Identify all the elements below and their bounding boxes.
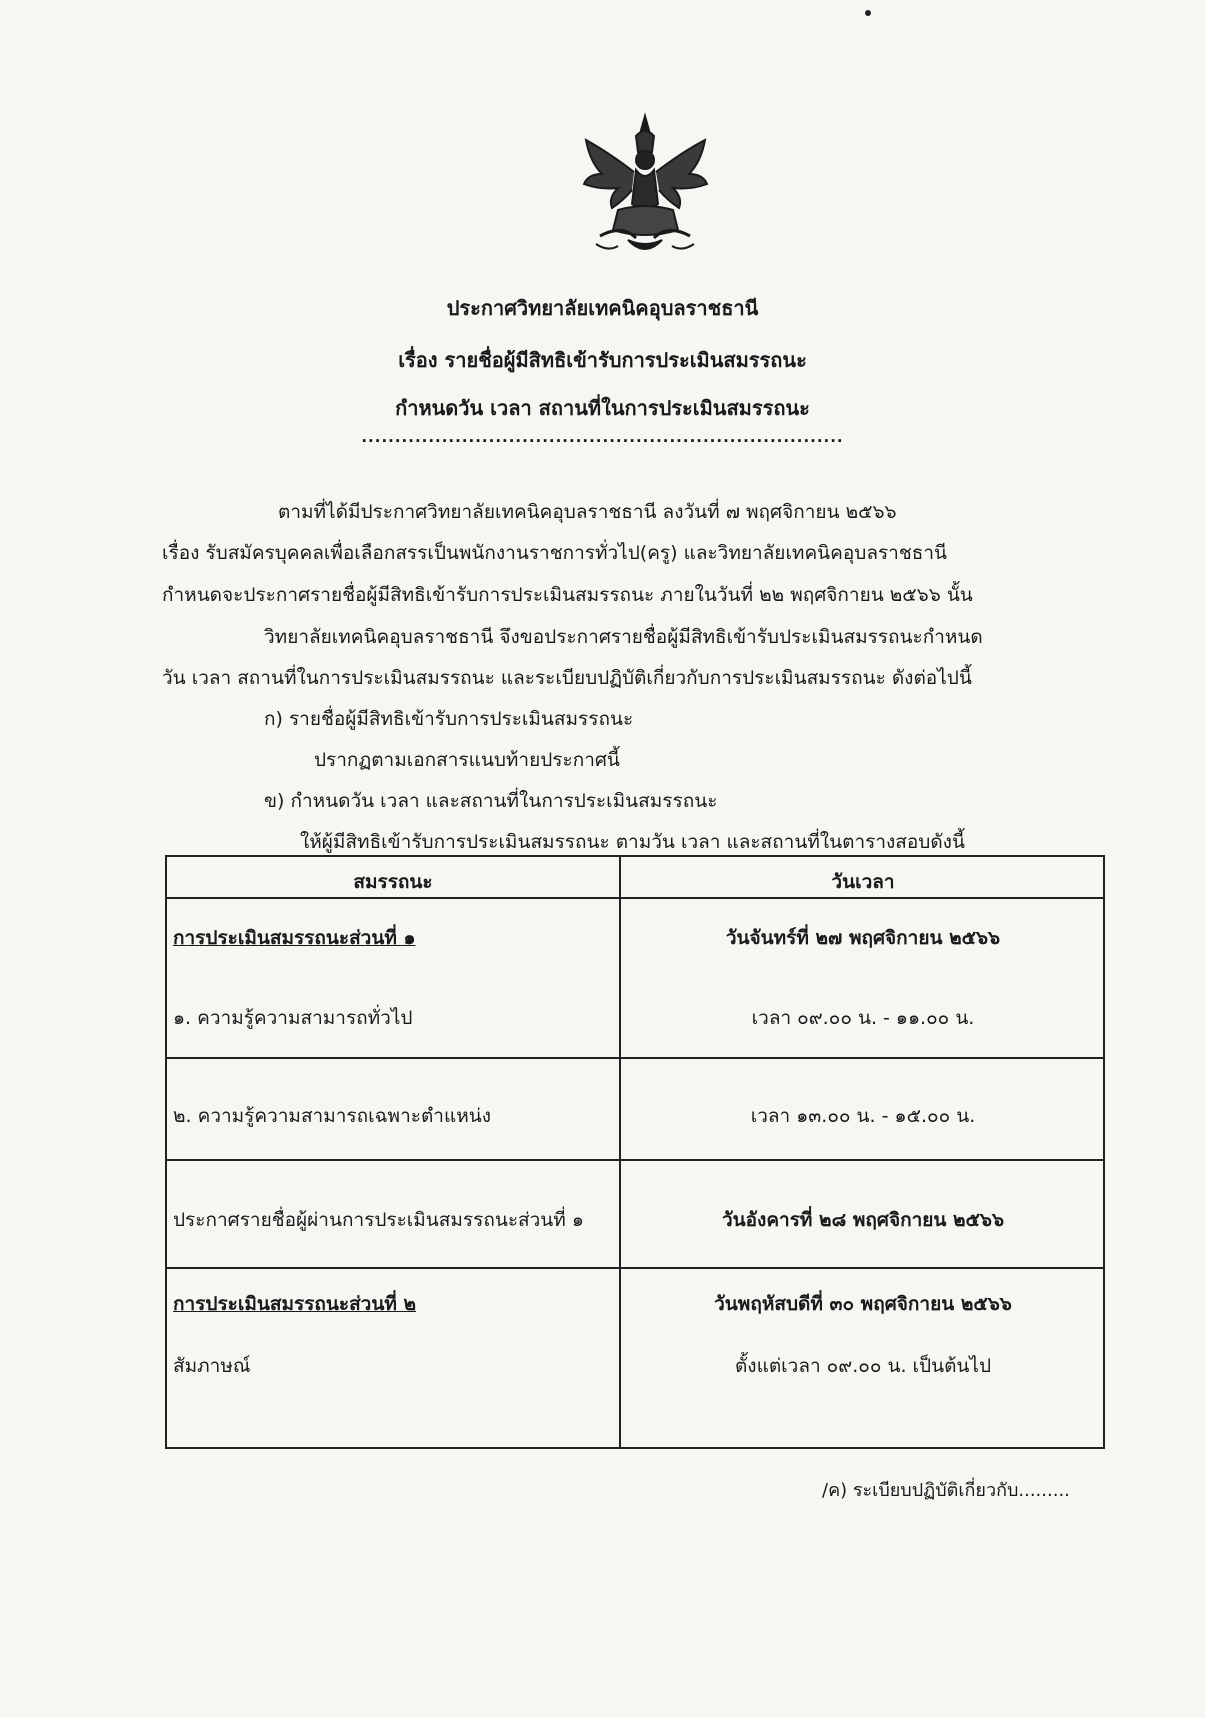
table-header-datetime: วันเวลา [831,871,895,893]
part-2-time: ตั้งแต่เวลา ๐๙.๐๐ น. เป็นต้นไป [734,1355,992,1377]
announce-date: วันอังคารที่ ๒๘ พฤศจิกายน ๒๕๖๖ [721,1209,1005,1231]
item-b: ข) กำหนดวัน เวลา และสถานที่ในการประเมินสมรรถนะ [264,790,718,812]
page-title: ประกาศวิทยาลัยเทคนิคอุบลราชธานี [446,296,759,320]
paragraph-1-line-3: กำหนดจะประกาศรายชื่อผู้มีสิทธิเข้ารับการประเมินสมรรถนะ ภายในวันที่ ๒๒ พฤศจิกายน ๒๕๖๖ นั้น [162,584,973,606]
paragraph-2-line-1: วิทยาลัยเทคนิคอุบลราชธานี จึงขอประกาศรายชื่อผู้มีสิทธิเข้ารับประเมินสมรรถนะกำหนด [264,626,983,648]
table-rule [167,1159,1103,1161]
table-rule [167,1057,1103,1059]
item-b-detail: ให้ผู้มีสิทธิเข้ารับการประเมินสมรรถนะ ตามวัน เวลา และสถานที่ในตารางสอบดังนี้ [300,831,965,853]
scan-speck [865,10,871,16]
part-1-date: วันจันทร์ที่ ๒๗ พฤศจิกายน ๒๕๖๖ [725,927,1001,949]
subject-line: เรื่อง รายชื่อผู้มีสิทธิเข้ารับการประเมินสมรรถนะ [398,348,807,372]
dotted-rule: ........................................................................ [361,428,844,446]
schedule-table [165,855,1105,1449]
garuda-emblem-icon [578,112,713,262]
part-1-item-2-time: เวลา ๑๓.๐๐ น. - ๑๕.๐๐ น. [750,1105,976,1127]
part-2-title: การประเมินสมรรถนะส่วนที่ ๒ [173,1293,417,1315]
part-1-item-2: ๒. ความรู้ความสามารถเฉพาะตำแหน่ง [173,1105,491,1127]
paragraph-1-line-1: ตามที่ได้มีประกาศวิทยาลัยเทคนิคอุบลราชธานี ลงวันที่ ๗ พฤศจิกายน ๒๕๖๖ [278,501,897,523]
subject-line-2: กำหนดวัน เวลา สถานที่ในการประเมินสมรรถนะ [395,396,810,420]
paragraph-2-line-2: วัน เวลา สถานที่ในการประเมินสมรรถนะ และระเบียบปฏิบัติเกี่ยวกับการประเมินสมรรถนะ ดังต่อไปนี้ [162,667,972,689]
item-a-detail: ปรากฏตามเอกสารแนบท้ายประกาศนี้ [314,749,620,771]
part-1-item-1: ๑. ความรู้ความสามารถทั่วไป [173,1007,413,1029]
table-rule [167,897,1103,899]
part-1-title: การประเมินสมรรถนะส่วนที่ ๑ [173,927,416,949]
part-1-item-1-time: เวลา ๐๙.๐๐ น. - ๑๑.๐๐ น. [751,1007,975,1029]
part-2-date: วันพฤหัสบดีที่ ๓๐ พฤศจิกายน ๒๕๖๖ [714,1293,1012,1315]
continuation-note: /ค) ระเบียบปฏิบัติเกี่ยวกับ......... [822,1480,1070,1501]
announce-row: ประกาศรายชื่อผู้ผ่านการประเมินสมรรถนะส่วนที่ ๑ [173,1209,584,1231]
item-a: ก) รายชื่อผู้มีสิทธิเข้ารับการประเมินสมรรถนะ [264,708,634,730]
paragraph-1-line-2: เรื่อง รับสมัครบุคคลเพื่อเลือกสรรเป็นพนักงานราชการทั่วไป(ครู) และวิทยาลัยเทคนิคอุบลราชธานี [162,542,948,564]
table-rule [167,1267,1103,1269]
table-header-competency: สมรรถนะ [353,871,433,893]
part-2-item: สัมภาษณ์ [173,1355,251,1377]
